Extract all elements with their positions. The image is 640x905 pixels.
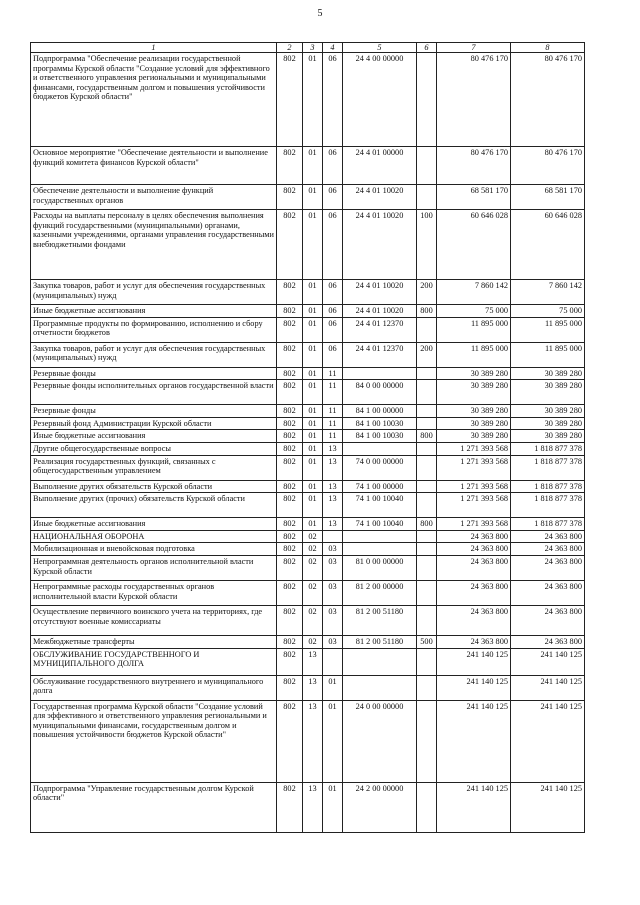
ministry-code-cell: 802 [277,405,303,418]
subsection-code-cell: 03 [323,543,343,556]
target-article-cell: 24 4 01 12370 [343,317,417,342]
section-code-cell: 01 [303,417,323,430]
amount-year2-cell: 80 476 170 [511,147,585,185]
expense-type-cell [417,53,437,147]
amount-year1-cell: 1 271 393 568 [437,480,511,493]
amount-year2-cell: 241 140 125 [511,675,585,700]
row-name-cell: ОБСЛУЖИВАНИЕ ГОСУДАРСТВЕННОГО И МУНИЦИПАЛЬНОГО ДОЛГА [31,648,277,675]
table-row [31,317,585,342]
target-article-cell: 84 0 00 00000 [343,380,417,405]
table-row [31,417,585,430]
amount-year2-cell: 1 818 877 378 [511,480,585,493]
amount-year2-cell: 24 363 800 [511,543,585,556]
section-code-cell: 02 [303,530,323,543]
column-header: 2 [277,43,303,53]
row-name-cell: Другие общегосударственные вопросы [31,442,277,455]
amount-year1-cell: 24 363 800 [437,635,511,648]
section-code-cell: 01 [303,280,323,305]
row-name-cell: Иные бюджетные ассигнования [31,518,277,531]
subsection-code-cell: 06 [323,53,343,147]
section-code-cell: 02 [303,543,323,556]
section-code-cell: 01 [303,442,323,455]
ministry-code-cell: 802 [277,493,303,518]
ministry-code-cell: 802 [277,280,303,305]
target-article-cell: 74 1 00 00000 [343,480,417,493]
amount-year1-cell: 68 581 170 [437,185,511,210]
subsection-code-cell: 01 [323,782,343,832]
ministry-code-cell: 802 [277,380,303,405]
row-name-cell: Государственная программа Курской области "Создание условий для эффективного и ответственного управления региональными и муниципальными финансами, государственным долгом и повышения устойчивости бюджетов Курской области" [31,700,277,782]
section-code-cell: 02 [303,555,323,580]
amount-year1-cell: 30 389 280 [437,417,511,430]
subsection-code-cell [323,530,343,543]
subsection-code-cell: 13 [323,480,343,493]
row-name-cell: Иные бюджетные ассигнования [31,305,277,318]
target-article-cell [343,675,417,700]
table-row [31,455,585,480]
subsection-code-cell: 13 [323,493,343,518]
expense-type-cell [417,493,437,518]
section-code-cell: 02 [303,635,323,648]
subsection-code-cell: 03 [323,635,343,648]
amount-year1-cell: 11 895 000 [437,342,511,367]
ministry-code-cell: 802 [277,367,303,380]
row-name-cell: Обеспечение деятельности и выполнение функций государственных органов [31,185,277,210]
amount-year2-cell: 24 363 800 [511,635,585,648]
row-name-cell: НАЦИОНАЛЬНАЯ ОБОРОНА [31,530,277,543]
table-row [31,605,585,635]
target-article-cell: 81 2 00 51180 [343,605,417,635]
expense-type-cell [417,480,437,493]
budget-table [30,42,585,833]
target-article-cell: 84 1 00 10030 [343,417,417,430]
section-code-cell: 01 [303,317,323,342]
amount-year1-cell: 80 476 170 [437,53,511,147]
table-row [31,53,585,147]
amount-year1-cell: 30 389 280 [437,367,511,380]
target-article-cell: 24 0 00 00000 [343,700,417,782]
amount-year2-cell: 241 140 125 [511,782,585,832]
subsection-code-cell: 13 [323,455,343,480]
section-code-cell: 01 [303,430,323,443]
ministry-code-cell: 802 [277,648,303,675]
subsection-code-cell: 03 [323,555,343,580]
subsection-code-cell: 13 [323,442,343,455]
table-row [31,493,585,518]
subsection-code-cell: 03 [323,605,343,635]
subsection-code-cell: 11 [323,430,343,443]
amount-year1-cell: 24 363 800 [437,555,511,580]
section-code-cell: 01 [303,367,323,380]
table-row [31,342,585,367]
expense-type-cell: 200 [417,280,437,305]
expense-type-cell: 800 [417,305,437,318]
amount-year1-cell: 80 476 170 [437,147,511,185]
expense-type-cell [417,380,437,405]
row-name-cell: Закупка товаров, работ и услуг для обеспечения государственных (муниципальных) нужд [31,342,277,367]
row-name-cell: Обслуживание государственного внутреннего и муниципального долга [31,675,277,700]
expense-type-cell [417,367,437,380]
expense-type-cell: 500 [417,635,437,648]
section-code-cell: 13 [303,648,323,675]
subsection-code-cell: 06 [323,317,343,342]
amount-year2-cell: 80 476 170 [511,53,585,147]
amount-year1-cell: 241 140 125 [437,675,511,700]
table-row [31,210,585,280]
amount-year2-cell: 1 818 877 378 [511,442,585,455]
table-row [31,405,585,418]
table-row [31,147,585,185]
expense-type-cell: 100 [417,210,437,280]
expense-type-cell [417,675,437,700]
amount-year2-cell: 30 389 280 [511,405,585,418]
table-row [31,280,585,305]
ministry-code-cell: 802 [277,782,303,832]
target-article-cell: 74 1 00 10040 [343,493,417,518]
ministry-code-cell: 802 [277,480,303,493]
ministry-code-cell: 802 [277,53,303,147]
target-article-cell: 81 2 00 51180 [343,635,417,648]
amount-year2-cell: 60 646 028 [511,210,585,280]
ministry-code-cell: 802 [277,455,303,480]
table-row [31,543,585,556]
row-name-cell: Выполнение других обязательств Курской области [31,480,277,493]
amount-year2-cell: 24 363 800 [511,555,585,580]
amount-year2-cell: 1 818 877 378 [511,455,585,480]
column-header: 8 [511,43,585,53]
subsection-code-cell: 06 [323,280,343,305]
ministry-code-cell: 802 [277,430,303,443]
target-article-cell: 84 1 00 00000 [343,405,417,418]
amount-year1-cell: 11 895 000 [437,317,511,342]
ministry-code-cell: 802 [277,580,303,605]
subsection-code-cell: 03 [323,580,343,605]
amount-year2-cell: 30 389 280 [511,417,585,430]
row-name-cell: Резервные фонды [31,405,277,418]
ministry-code-cell: 802 [277,147,303,185]
section-code-cell: 01 [303,493,323,518]
amount-year2-cell: 24 363 800 [511,530,585,543]
subsection-code-cell: 06 [323,147,343,185]
table-row [31,367,585,380]
table-row [31,185,585,210]
expense-type-cell [417,455,437,480]
section-code-cell: 01 [303,185,323,210]
row-name-cell: Мобилизационная и вневойсковая подготовка [31,543,277,556]
ministry-code-cell: 802 [277,543,303,556]
row-name-cell: Межбюджетные трансферты [31,635,277,648]
ministry-code-cell: 802 [277,417,303,430]
row-name-cell: Непрограммные расходы государственных органов исполнительной власти Курской области [31,580,277,605]
target-article-cell: 84 1 00 10030 [343,430,417,443]
expense-type-cell [417,605,437,635]
row-name-cell: Выполнение других (прочих) обязательств Курской области [31,493,277,518]
target-article-cell: 74 1 00 10040 [343,518,417,531]
ministry-code-cell: 802 [277,317,303,342]
section-code-cell: 02 [303,580,323,605]
table-row [31,442,585,455]
expense-type-cell [417,782,437,832]
target-article-cell: 24 4 01 10020 [343,210,417,280]
table-row [31,580,585,605]
expense-type-cell [417,185,437,210]
subsection-code-cell: 01 [323,700,343,782]
column-number-row [31,43,585,53]
amount-year2-cell: 24 363 800 [511,580,585,605]
column-header: 3 [303,43,323,53]
amount-year2-cell: 241 140 125 [511,700,585,782]
subsection-code-cell: 11 [323,367,343,380]
amount-year1-cell: 30 389 280 [437,405,511,418]
target-article-cell [343,543,417,556]
amount-year1-cell: 241 140 125 [437,700,511,782]
row-name-cell: Резервный фонд Администрации Курской области [31,417,277,430]
target-article-cell: 24 2 00 00000 [343,782,417,832]
ministry-code-cell: 802 [277,305,303,318]
subsection-code-cell: 01 [323,675,343,700]
subsection-code-cell: 11 [323,417,343,430]
section-code-cell: 13 [303,675,323,700]
amount-year2-cell: 24 363 800 [511,605,585,635]
section-code-cell: 01 [303,405,323,418]
section-code-cell: 01 [303,305,323,318]
target-article-cell [343,530,417,543]
row-name-cell: Непрограммная деятельность органов исполнительной власти Курской области [31,555,277,580]
ministry-code-cell: 802 [277,442,303,455]
section-code-cell: 01 [303,210,323,280]
row-name-cell: Подпрограмма "Обеспечение реализации государственной программы Курской области "Создание условий для эффективного и ответственного управления региональными и муниципальными финансами, государственным долгом и повышения устойчивости бюджетов Курской области" [31,53,277,147]
amount-year1-cell: 1 271 393 568 [437,442,511,455]
table-row [31,700,585,782]
ministry-code-cell: 802 [277,700,303,782]
expense-type-cell [417,648,437,675]
amount-year1-cell: 24 363 800 [437,543,511,556]
target-article-cell: 24 4 01 10020 [343,305,417,318]
section-code-cell: 01 [303,342,323,367]
subsection-code-cell: 06 [323,185,343,210]
expense-type-cell [417,147,437,185]
expense-type-cell [417,530,437,543]
table-row [31,518,585,531]
expense-type-cell: 200 [417,342,437,367]
column-header: 1 [31,43,277,53]
amount-year1-cell: 1 271 393 568 [437,493,511,518]
amount-year1-cell: 24 363 800 [437,605,511,635]
row-name-cell: Расходы на выплаты персоналу в целях обеспечения выполнения функций государственными (муниципальными) органами, казенными учреждениями, органами управления государственными внебюджетными фондами [31,210,277,280]
amount-year2-cell: 7 860 142 [511,280,585,305]
ministry-code-cell: 802 [277,675,303,700]
section-code-cell: 01 [303,518,323,531]
ministry-code-cell: 802 [277,210,303,280]
table-row [31,675,585,700]
expense-type-cell: 800 [417,430,437,443]
row-name-cell: Подпрограмма "Управление государственным долгом Курской области" [31,782,277,832]
amount-year1-cell: 75 000 [437,305,511,318]
subsection-code-cell: 06 [323,305,343,318]
table-row [31,782,585,832]
table-row [31,380,585,405]
amount-year2-cell: 30 389 280 [511,380,585,405]
section-code-cell: 01 [303,147,323,185]
table-row [31,555,585,580]
expense-type-cell [417,543,437,556]
row-name-cell: Резервные фонды [31,367,277,380]
amount-year1-cell: 241 140 125 [437,782,511,832]
ministry-code-cell: 802 [277,635,303,648]
amount-year2-cell: 1 818 877 378 [511,518,585,531]
section-code-cell: 01 [303,480,323,493]
target-article-cell: 24 4 01 12370 [343,342,417,367]
amount-year1-cell: 1 271 393 568 [437,518,511,531]
row-name-cell: Закупка товаров, работ и услуг для обеспечения государственных (муниципальных) нужд [31,280,277,305]
amount-year2-cell: 11 895 000 [511,342,585,367]
amount-year2-cell: 30 389 280 [511,367,585,380]
target-article-cell [343,442,417,455]
expense-type-cell [417,442,437,455]
ministry-code-cell: 802 [277,185,303,210]
expense-type-cell [417,580,437,605]
column-header: 6 [417,43,437,53]
table-row [31,530,585,543]
subsection-code-cell: 06 [323,342,343,367]
subsection-code-cell: 06 [323,210,343,280]
amount-year2-cell: 1 818 877 378 [511,493,585,518]
target-article-cell [343,648,417,675]
section-code-cell: 01 [303,455,323,480]
ministry-code-cell: 802 [277,518,303,531]
amount-year1-cell: 60 646 028 [437,210,511,280]
subsection-code-cell: 11 [323,405,343,418]
target-article-cell: 24 4 01 10020 [343,185,417,210]
section-code-cell: 13 [303,700,323,782]
column-header: 7 [437,43,511,53]
column-header: 5 [343,43,417,53]
expense-type-cell: 800 [417,518,437,531]
ministry-code-cell: 802 [277,530,303,543]
amount-year1-cell: 24 363 800 [437,530,511,543]
amount-year1-cell: 7 860 142 [437,280,511,305]
target-article-cell: 81 0 00 00000 [343,555,417,580]
amount-year1-cell: 24 363 800 [437,580,511,605]
target-article-cell [343,367,417,380]
section-code-cell: 02 [303,605,323,635]
amount-year2-cell: 241 140 125 [511,648,585,675]
expense-type-cell [417,700,437,782]
table-row [31,635,585,648]
amount-year1-cell: 1 271 393 568 [437,455,511,480]
column-header: 4 [323,43,343,53]
ministry-code-cell: 802 [277,555,303,580]
amount-year2-cell: 30 389 280 [511,430,585,443]
target-article-cell: 81 2 00 00000 [343,580,417,605]
expense-type-cell [417,405,437,418]
amount-year1-cell: 30 389 280 [437,430,511,443]
amount-year1-cell: 30 389 280 [437,380,511,405]
amount-year1-cell: 241 140 125 [437,648,511,675]
expense-type-cell [417,417,437,430]
target-article-cell: 24 4 01 10020 [343,280,417,305]
target-article-cell: 24 4 01 00000 [343,147,417,185]
table-row [31,648,585,675]
ministry-code-cell: 802 [277,605,303,635]
row-name-cell: Резервные фонды исполнительных органов государственной власти [31,380,277,405]
page-number: 5 [317,8,323,19]
row-name-cell: Основное мероприятие "Обеспечение деятельности и выполнение функций комитета финансов Курской области" [31,147,277,185]
row-name-cell: Осуществление первичного воинского учета на территориях, где отсутствуют военные комиссариаты [31,605,277,635]
target-article-cell: 24 4 00 00000 [343,53,417,147]
expense-type-cell [417,317,437,342]
table-row [31,480,585,493]
amount-year2-cell: 11 895 000 [511,317,585,342]
row-name-cell: Реализация государственных функций, связанных с общегосударственным управлением [31,455,277,480]
target-article-cell: 74 0 00 00000 [343,455,417,480]
table-row [31,305,585,318]
subsection-code-cell: 13 [323,518,343,531]
subsection-code-cell [323,648,343,675]
section-code-cell: 01 [303,380,323,405]
row-name-cell: Программные продукты по формированию, исполнению и сбору отчетности бюджетов [31,317,277,342]
amount-year2-cell: 68 581 170 [511,185,585,210]
ministry-code-cell: 802 [277,342,303,367]
subsection-code-cell: 11 [323,380,343,405]
expense-type-cell [417,555,437,580]
amount-year2-cell: 75 000 [511,305,585,318]
section-code-cell: 13 [303,782,323,832]
section-code-cell: 01 [303,53,323,147]
table-body [31,53,585,833]
table-row [31,430,585,443]
row-name-cell: Иные бюджетные ассигнования [31,430,277,443]
